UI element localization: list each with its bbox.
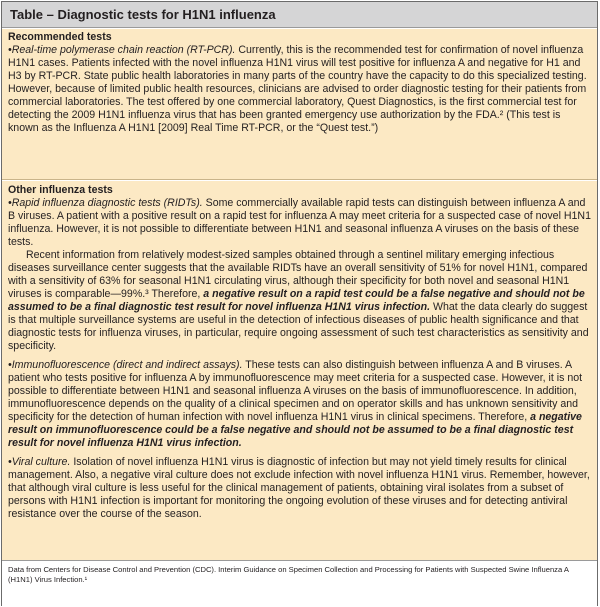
other-heading: Other influenza tests <box>8 184 113 196</box>
title-bar <box>2 2 597 28</box>
immuno-text: These tests can also distinguish between influenza A and B viruses. A patient who tests positive for influenza A by immunofluorescence may meet criteria for a suspected case. However, it is not possible to differentiate between H1N1 and seasonal influenza A viruses on the basis of immunofluorescence. In addition, immunofluorescence depends on the quality of a clinical specimen and on operator skills and has unknown sensitivity and specificity for the detection of human infection with novel influenza H1N1 virus in clinical specimens. Therefore, <box>8 359 583 423</box>
ridt-p2-bold: a negative result on a rapid test could be a false negative and should not be assumed to be a final diagnostic test result for novel influenza H1N1 virus infection. <box>8 288 585 313</box>
table-frame <box>1 1 598 606</box>
ridt-p2-text2: What the data clearly do suggest is that multiple surveillance systems are useful in the detection of infectious diseases of public health significance and that diagnostic tests for influenza viruses, in particular, require ongoing assessment of such test characteristics as sensitivity and specificity. <box>8 301 589 352</box>
ridt-label: •Rapid influenza diagnostic tests (RIDTs). <box>8 197 203 209</box>
immuno-paragraph <box>8 359 593 450</box>
ridt-paragraph-2 <box>8 249 593 353</box>
recommended-heading: Recommended tests <box>8 31 112 43</box>
culture-label: •Viral culture. <box>8 456 71 468</box>
section-divider <box>2 179 597 180</box>
immuno-label: •Immunofluorescence (direct and indirect assays). <box>8 359 243 371</box>
ridt-p2-text1: Recent information from relatively modest-sized samples obtained through a sentinel military emerging infectious diseases surveillance center suggests that the available RIDTs have an overall sensitivity of 51% for novel H1N1, compared with a sensitivity of 63% for seasonal H1N1 circulating virus, although their specificity for both novel and seasonal H1N1 viruses is comparable—99%.³ Therefore, <box>8 249 588 300</box>
ridt-paragraph <box>8 197 593 249</box>
recommended-content <box>8 31 593 135</box>
table-title: Table – Diagnostic tests for H1N1 influenza <box>10 7 276 22</box>
other-content <box>8 184 593 521</box>
footnote: Data from Centers for Disease Control and Prevention (CDC). Interim Guidance on Specimen Collection and Processing for Patients with Suspected Swine Influenza A (H1N1) Virus Infection.¹ <box>8 565 569 584</box>
culture-paragraph <box>8 456 593 521</box>
rtpcr-label: •Real-time polymerase chain reaction (RT-PCR). <box>8 44 236 56</box>
immuno-bold: a negative result on immunofluorescence could be a false negative and should not be assumed to be a final diagnostic test result for novel influenza H1N1 virus infection. <box>8 411 582 449</box>
rtpcr-text: Currently, this is the recommended test for confirmation of novel influenza H1N1 cases. Patients infected with the novel influenza H1N1 virus will test positive for influenza A and negative for H1 and H3 by RT-PCR. State public health laboratories in many parts of the country have the capacity to do this specialized testing. However, because of limited public health resources, clinicians are advised to order diagnostic testing for their patients from commercial laboratories. The test offered by one commercial laboratory, Quest Diagnostics, is the first commercial test for detecting the 2009 H1N1 influenza virus that has been granted emergency use authorization by the FDA.² (This test is known as the Influenza A H1N1 [2009] Real Time RT-PCR, or the “Quest test.”) <box>8 44 587 134</box>
ridt-text: Some commercially available rapid tests can distinguish between influenza A and B viruses. A patient with a positive result on a rapid test for influenza A may meet criteria for a suspected case of novel H1N1 influenza. However, it is not possible to differentiate between H1N1 and seasonal influenza A viruses on the basis of these tests. <box>8 197 591 248</box>
rtpcr-paragraph <box>8 44 593 135</box>
culture-text: Isolation of novel influenza H1N1 virus is diagnostic of infection but may not yield timely results for clinical management. Also, a negative viral culture does not exclude infection with novel influenza H1N1 virus. Remember, however, that although viral culture is less useful for the clinical management of patients, obtaining viral isolates from a subset of persons with H1N1 infection is important for monitoring the ongoing evolution of these viruses and for detecting antiviral resistance over the course of the season. <box>8 456 590 520</box>
